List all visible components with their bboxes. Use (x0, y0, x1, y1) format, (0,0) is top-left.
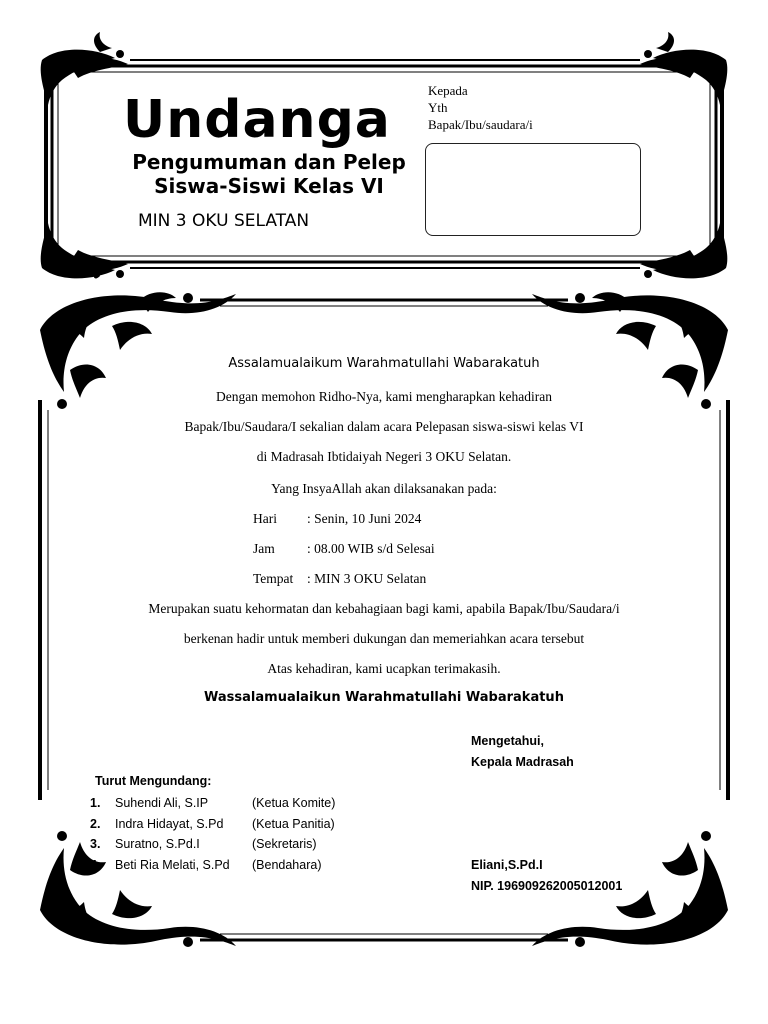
list-item (90, 858, 335, 879)
greeting: Assalamualaikum Warahmatullahi Wabarakatuh (228, 356, 540, 371)
headmaster-name: Eliani,S.Pd.I (471, 858, 543, 872)
recipient-line-2: Yth (428, 100, 448, 115)
member-role: (Ketua Panitia) (252, 816, 335, 831)
known-by-label: Mengetahui, (471, 734, 544, 748)
subtitle-line-1: Pengumuman dan Pelep (132, 150, 406, 174)
subtitle-line-2: Siswa-Siswi Kelas VI (154, 174, 384, 198)
paragraph-line-5: Merupakan suatu kehormatan dan kebahagiaan bagi kami, apabila Bapak/Ibu/Saudara/i (148, 601, 620, 616)
paragraph-line-1: Dengan memohon Ridho-Nya, kami mengharapkan kehadiran (216, 389, 552, 404)
detail-value: : MIN 3 OKU Selatan (307, 571, 427, 586)
headmaster-position: Kepala Madrasah (471, 755, 574, 769)
paragraph-line-2: Bapak/Ibu/Saudara/I sekalian dalam acara Pelepasan siswa-siswi kelas VI (184, 419, 584, 434)
member-role: (Ketua Komite) (252, 796, 336, 810)
paragraph-line-3: di Madrasah Ibtidaiyah Negeri 3 OKU Selatan. (256, 449, 512, 464)
recipient-line-3: Bapak/Ibu/saudara/i (428, 117, 533, 132)
member-name: Suratno, S.Pd.I (115, 837, 200, 851)
paragraph-line-4: Yang InsyaAllah akan dilaksanakan pada: (271, 481, 497, 496)
detail-place (253, 571, 426, 587)
list-item (90, 837, 335, 858)
detail-day (253, 511, 421, 527)
school-name: MIN 3 OKU SELATAN (138, 211, 310, 231)
member-name: Beti Ria Melati, S.Pd (115, 857, 230, 872)
committee-list (90, 796, 335, 878)
recipient-line-1: Kepada (428, 83, 468, 98)
paragraph-line-6: berkenan hadir untuk memberi dukungan dan memeriahkan acara tersebut (183, 631, 585, 646)
list-number: 2. (90, 816, 101, 831)
closing-greeting: Wassalamualaikun Warahmatullahi Wabarakatuh (204, 690, 564, 705)
detail-value: : 08.00 WIB s/d Selesai (307, 541, 435, 556)
member-role: (Sekretaris) (252, 837, 317, 851)
recipient-block (428, 82, 533, 133)
detail-time (253, 541, 435, 557)
recipient-name-box (425, 143, 641, 236)
list-number: 1. (90, 796, 101, 810)
member-name: Indra Hidayat, S.Pd (115, 816, 224, 831)
member-role: (Bendahara) (252, 857, 322, 872)
invitation-title: Undanga (123, 90, 391, 150)
list-number: 3. (90, 837, 101, 851)
detail-label: Hari (253, 511, 277, 526)
detail-label: Tempat (253, 571, 294, 586)
committee-title: Turut Mengundang: (95, 774, 212, 788)
headmaster-nip: NIP. 196909262005012001 (471, 879, 623, 893)
list-number: 4. (90, 857, 101, 872)
invitation-subtitle (114, 150, 424, 198)
detail-label: Jam (253, 541, 275, 556)
detail-value: : Senin, 10 Juni 2024 (307, 511, 422, 526)
list-item (90, 796, 335, 817)
list-item (90, 817, 335, 838)
member-name: Suhendi Ali, S.IP (115, 796, 209, 810)
paragraph-line-7: Atas kehadiran, kami ucapkan terimakasih. (267, 661, 501, 676)
